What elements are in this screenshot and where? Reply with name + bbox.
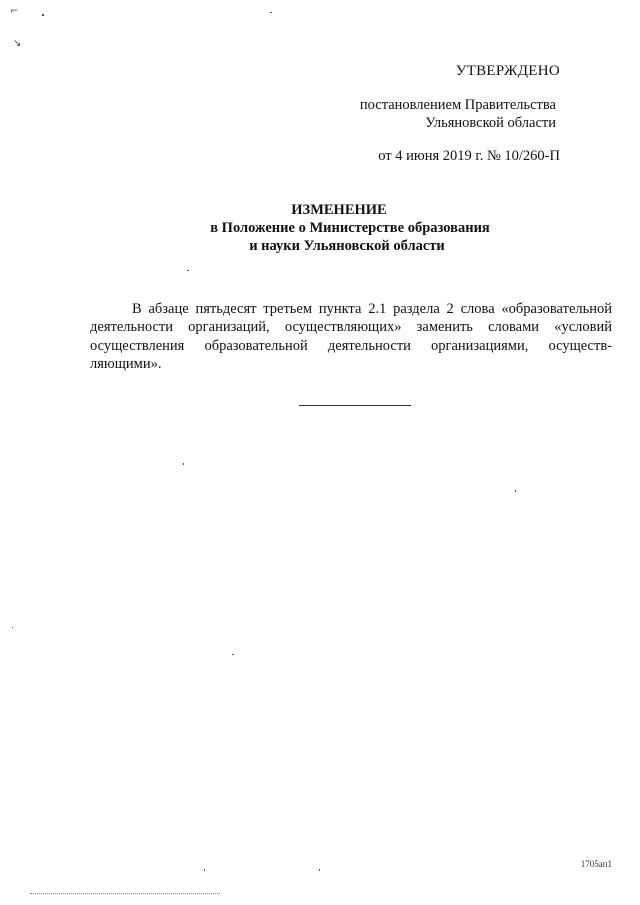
scan-speck [12,627,13,628]
scan-corner-mark: ↘ [13,38,22,49]
scan-speck [270,12,272,13]
document-title [0,201,640,255]
title-heading: ИЗМЕНЕНИЕ [291,202,387,218]
scan-edge-noise [30,893,220,895]
scan-speck [183,463,184,465]
decree-date-number: от 4 июня 2019 г. № 10/260-П [378,148,560,164]
scan-speck [515,490,516,492]
approval-heading: УТВЕРЖДЕНО [455,63,560,79]
scan-speck [204,869,205,871]
scan-speck [319,869,320,871]
amendment-paragraph: В абзаце пятьдесят третьем пункта 2.1 раздела 2 слова «образовательной деятельности организаций, осуществляющих» заменить словами «условий осуществления образовательной деятельности организациями, осуществ-ляющими». [90,300,612,372]
decree-authority-line: постановлением Правительства [359,97,556,113]
title-subject-line: и науки Ульяновской области [249,238,445,254]
scan-speck [42,14,44,16]
scan-speck [187,270,189,271]
scan-speck [232,654,234,655]
end-separator-line [299,405,411,406]
document-code: 1705ап1 [580,859,612,869]
title-subject-line: в Положение о Министерстве образования [210,220,490,236]
scan-corner-mark: ⌐ [10,6,19,17]
decree-region-line: Ульяновской области [425,115,556,131]
